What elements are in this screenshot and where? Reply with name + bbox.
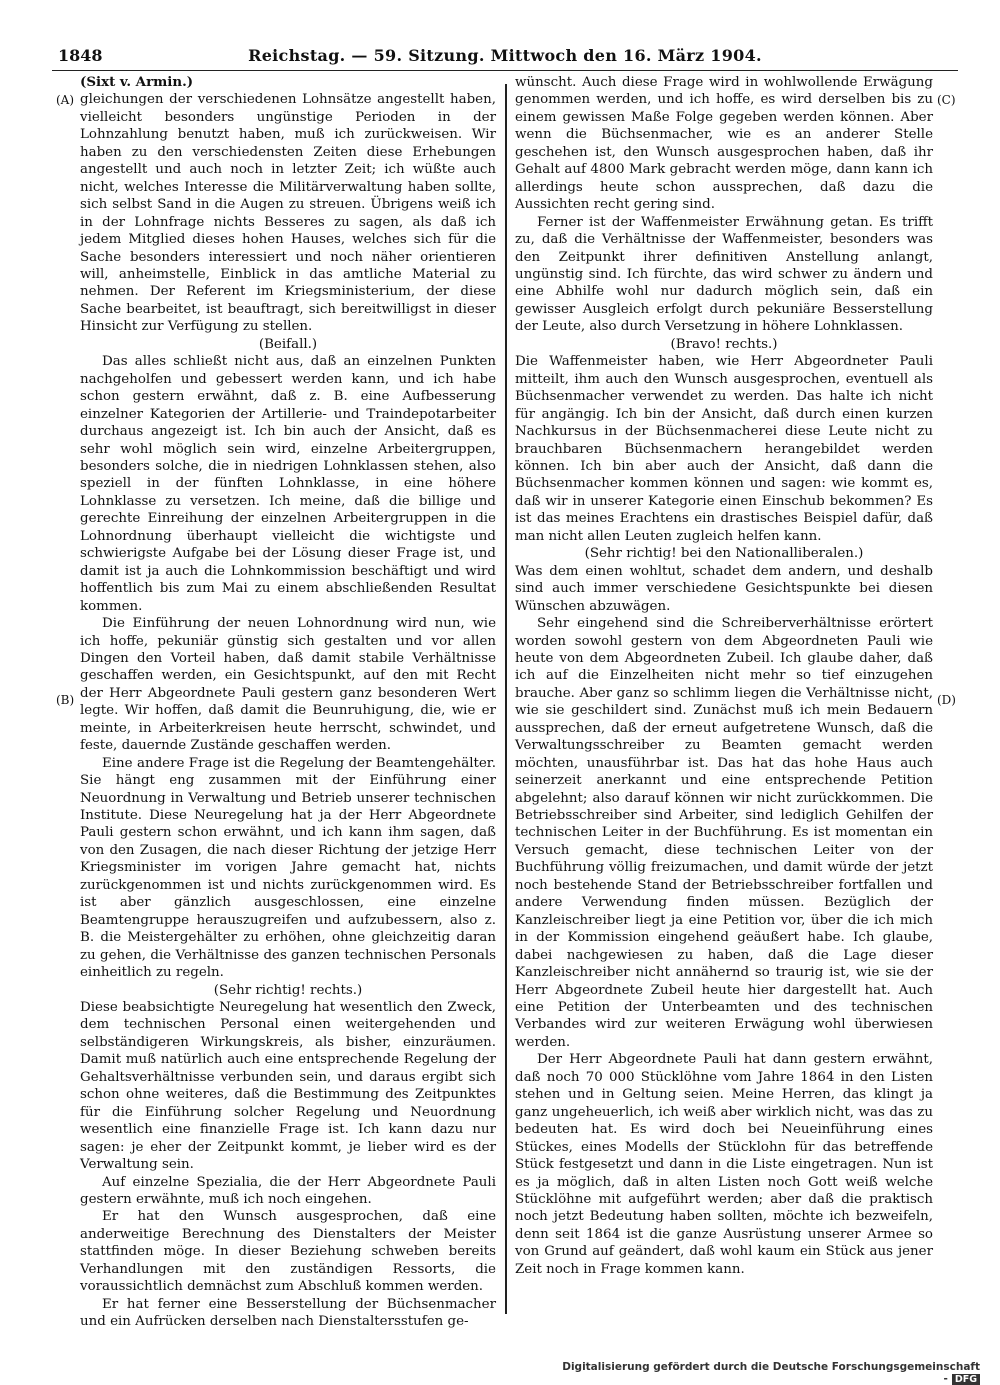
margin-mark-b: (B) (56, 693, 75, 707)
interjection: (Bravo! rechts.) (670, 336, 778, 352)
paragraph: Der Herr Abgeordnete Pauli hat dann gestern erwähnt, daß noch 70 000 Stücklöhne vom Jahre 1864 in den Listen stehen und in Geltung seien. Meine Herren, das klingt ja ganz ungeheuerlich, ich weiß aber wirklich nicht, was das zu bedeuten hat. Es wird doch bei Neueinführung eines Stückes, eines Modells der Stücklohn für das betreffende Stück festgesetzt und dann in die Liste eingetragen. Nun ist es ja möglich, daß in alten Listen noch Gott weiß welche Stücklöhne mit aufgeführt werden; aber daß die praktisch noch jetzt Bedeutung haben sollten, möchte ich bezweifeln, denn seit 1864 ist die ganze Ausrüstung unserer Armee so von Grund auf geändert, daß wohl kaum ein Stück aus jener Zeit noch in Frage kommen kann. (515, 1052, 933, 1277)
paragraph: Er hat ferner eine Besserstellung der Büchsenmacher und ein Aufrücken derselben nach Dienstaltersstufen ge- (80, 1296, 496, 1330)
column-divider (505, 84, 507, 1314)
page-header (52, 46, 958, 68)
paragraph: Die Waffenmeister haben, wie Herr Abgeordneter Pauli mitteilt, ihm auch den Wunsch ausgesprochen, eventuell als Büchsenmacher verwendet zu werden. Das halte ich nicht für angängig. Ich bin der Ansicht, daß durch einen kurzen Nachkursus in der Büchsenmacherei diese Leute nicht zu brauchbaren Büchsenmachern herangebildet werden können. Ich bin aber auch der Ansicht, daß dann die Büchsenmacher kommen können und sagen: wie kommt es, daß wir in unserer Kategorie einen Einschub bekommen? Es ist das meines Erachtens ein drastisches Beispiel dafür, daß man nicht allen Leuten zugleich helfen kann. (515, 354, 933, 544)
margin-mark-d: (D) (937, 693, 956, 707)
paragraph: Er hat den Wunsch ausgesprochen, daß eine anderweitige Berechnung des Dienstalters der Meister stattfinden möge. In dieser Beziehung schweben bereits Verhandlungen mit den zuständigen Ressorts, die voraussichtlich demnächst zum Abschluß kommen werden. (80, 1209, 496, 1295)
paragraph: wünscht. Auch diese Frage wird in wohlwollende Erwägung genommen werden, und ich hoffe, es wird derselben bis zu einem gewissen Maße Folge gegeben werden können. Aber wenn die Büchsenmacher, wie es an anderer Stelle geschehen ist, den Wunsch ausgesprochen haben, daß ihr Gehalt auf 4800 Mark gebracht werden möge, dann kann ich allerdings heute schon aussprechen, daß dazu die Aussichten recht gering sind. (515, 75, 933, 213)
right-column (515, 74, 933, 1278)
applause-note: (Beifall.) (258, 336, 318, 352)
left-column (80, 74, 496, 1331)
margin-mark-a: (A) (56, 93, 75, 107)
paragraph: gleichungen der verschiedenen Lohnsätze angestellt haben, vielleicht besonders ungünstige Perioden in der Lohnzahlung benutzt haben, muß ich zurückweisen. Wir haben zu den verschiedensten Zeiten diese Erhebungen angestellt und auch noch in letzter Zeit; ich wüßte auch nicht, welches Interesse die Militärverwaltung haben sollte, sich selbst Sand in die Augen zu streuen. Übrigens weiß ich in der Lohnfrage nichts Besseres zu sagen, als daß ich jedem Mitglied dieses hohen Hauses, welches sich für die Sache besonders interessiert und noch näher orientieren will, anheimstelle, Einblick in das amtliche Material zu nehmen. Der Referent im Kriegsministerium, der diese Sache bearbeitet, ist beauftragt, sich bereitwilligst in dieser Hinsicht zur Verfügung zu stellen. (80, 92, 496, 335)
page-number: 1848 (58, 46, 103, 65)
interjection: (Sehr richtig! bei den Nationalliberalen.) (584, 546, 864, 562)
dfg-logo: DFG (952, 1374, 980, 1385)
footer-text: Digitalisierung gefördert durch die Deutsche Forschungsgemeinschaft - (562, 1361, 980, 1385)
interjection: (Sehr richtig! rechts.) (213, 982, 363, 998)
running-title: Reichstag. — 59. Sitzung. Mittwoch den 16. März 1904. (248, 46, 762, 65)
paragraph: Die Einführung der neuen Lohnordnung wird nun, wie ich hoffe, pekuniär günstig sich gestalten und vor allen Dingen den Vorteil haben, daß damit stabile Verhältnisse geschaffen werden, ein Gesichtspunkt, auf den mit Recht der Herr Abgeordnete Pauli gestern ganz besonderen Wert legte. Wir hoffen, daß damit die Beunruhigung, die, wie er meinte, in Arbeiterkreisen heute herrscht, schwindet, und feste, dauernde Zustände geschaffen werden. (80, 616, 496, 754)
digitization-footer (560, 1361, 980, 1385)
paragraph: Sehr eingehend sind die Schreiberverhältnisse erörtert worden sowohl gestern von dem Abgeordneten Pauli wie heute von dem Abgeordneten Zubeil. Ich glaube daher, daß ich auf die Einzelheiten nicht mehr so tief einzugehen brauche. Aber ganz so schlimm liegen die Verhältnisse nicht, wie sie geschildert sind. Zunächst muß ich mein Bedauern aussprechen, daß der erneut aufgetretene Wunsch, daß die Verwaltungsschreiber zu Beamten gemacht werden möchten, unausführbar ist. Das hat das hohe Haus auch seinerzeit anerkannt und eine entsprechende Petition abgelehnt; also darauf können wir nicht zurückkommen. Die Betriebsschreiber sind Arbeiter, sind lediglich Gehilfen der technischen Leiter in der Buchführung. Es ist momentan ein Versuch gemacht, diese technischen Leiter von der Buchführung völlig freizumachen, und damit würde der jetzt noch bestehende Stand der Betriebsschreiber fortfallen und andere Verwendung finden müssen. Bezüglich der Kanzleischreiber liegt ja eine Petition vor, über die ich mich in der Kommission eingehend geäußert habe. Ich glaube, dabei nachgewiesen zu haben, daß die Lage dieser Kanzleischreiber nicht annähernd so traurig ist, wie sie der Herr Abgeordnete Zubeil heute hier dargestellt hat. Auch eine Petition der Unterbeamten und des technischen Verbandes wird zur weiteren Erwägung wohl überwiesen werden. (515, 616, 933, 1050)
header-rule (52, 70, 958, 71)
paragraph: Was dem einen wohltut, schadet dem andern, und deshalb sind auch immer verschiedene Gesichtspunkte bei diesen Wünschen abzuwägen. (515, 563, 933, 614)
paragraph: Diese beabsichtigte Neuregelung hat wesentlich den Zweck, dem technischen Personal einen weitergehenden und selbständigeren Wirkungskreis, als bisher, einzuräumen. Damit muß natürlich auch eine entsprechende Regelung der Gehaltsverhältnisse verbunden sein, und daraus ergibt sich schon ohne weiteres, daß die Bestimmung des Zeitpunktes für die Einführung solcher Regelung und Neuordnung wesentlich eine finanzielle Frage ist. Ich kann dazu nur sagen: je eher der Zeitpunkt kommt, je lieber wird es der Verwaltung sein. (80, 1000, 496, 1173)
paragraph: Ferner ist der Waffenmeister Erwähnung getan. Es trifft zu, daß die Verhältnisse der Waffenmeister, besonders was den Zeitpunkt ihrer definitiven Anstellung anlangt, ungünstig sind. Ich fürchte, das wird schwer zu ändern und eine Abhilfe wohl nur dadurch möglich sein, daß ein gewisser Ausgleich erfolgt durch pekuniäre Besserstellung der Leute, also durch Versetzung in höhere Lohnklassen. (515, 214, 933, 335)
speaker-label: (Sixt v. Armin.) (80, 74, 194, 90)
paragraph: Auf einzelne Spezialia, die der Herr Abgeordnete Pauli gestern erwähnte, muß ich noch eingehen. (80, 1174, 496, 1207)
paragraph: Eine andere Frage ist die Regelung der Beamtengehälter. Sie hängt eng zusammen mit der Einführung einer Neuordnung in Verwaltung und Betrieb unserer technischen Institute. Diese Neuregelung hat ja der Herr Abgeordnete Pauli gestern schon erwähnt, und ich kann ihm sagen, daß von den Zusagen, die nach dieser Richtung der jetzige Herr Kriegsminister im vorigen Jahre gemacht hat, nichts zurückgenommen ist und nichts zurückgenommen wird. Es ist aber gänzlich ausgeschlossen, eine einzelne Beamtengruppe herauszugreifen und aufzubessern, also z. B. die Meistergehälter zu erhöhen, ohne gleichzeitig daran zu gehen, die Verhältnisse des ganzen technischen Personals einheitlich zu regeln. (80, 755, 496, 981)
paragraph: Das alles schließt nicht aus, daß an einzelnen Punkten nachgeholfen und gebessert werden kann, und ich habe schon gestern erwähnt, daß z. B. eine Aufbesserung einzelner Kategorien der Artillerie- und Traindepotarbeiter durchaus angezeigt ist. Ich bin auch der Ansicht, daß es sehr wohl möglich sein wird, einzelne Arbeitergruppen, besonders solche, die in niedrigen Lohnklassen stehen, also speziell in der fünften Lohnklasse, in eine höhere Lohnklasse zu versetzen. Ich meine, daß die billige und gerechte Einreihung der einzelnen Arbeitergruppen in die Lohnordnung überhaupt vielleicht die wichtigste und schwierigste Aufgabe bei der Lösung dieser Frage ist, und damit ist ja auch die Lohnkommission beschäftigt und wird hoffentlich bis zum Mai zu einem abschließenden Resultat kommen. (80, 354, 496, 614)
margin-mark-c: (C) (937, 93, 956, 107)
